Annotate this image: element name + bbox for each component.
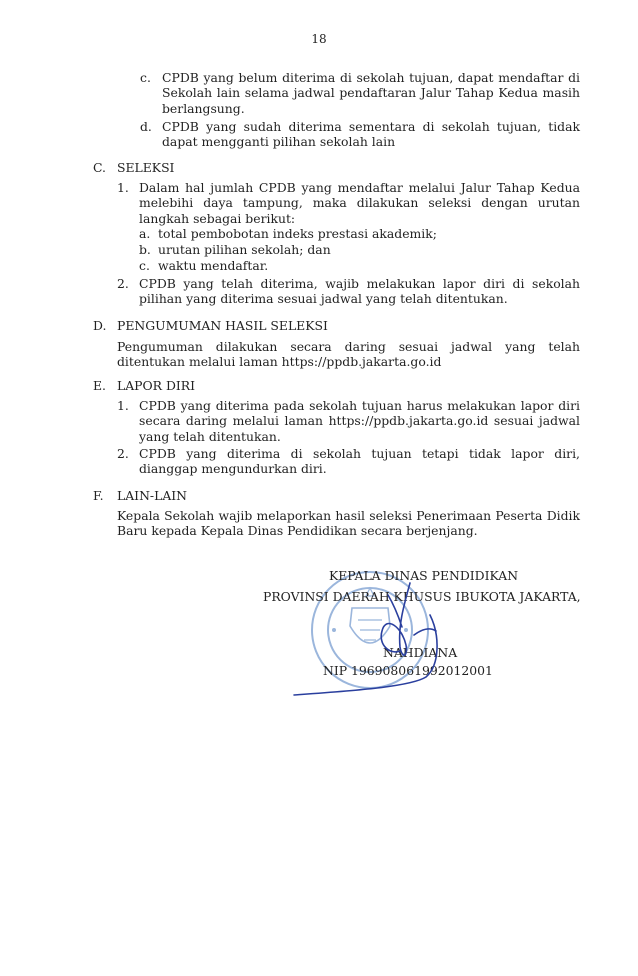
paragraph: Kepala Sekolah wajib melaporkan hasil seleksi Penerimaan Peserta Didik Baru kepada Kepala Dinas Pendidikan secara berjenjang. xyxy=(117,508,580,539)
list-item-text: total pembobotan indeks prestasi akademik; xyxy=(158,226,437,241)
section-title: SELEKSI xyxy=(117,160,175,175)
list-item xyxy=(140,70,580,116)
section-heading xyxy=(93,378,195,393)
list-item-text: CPDB yang belum diterima di sekolah tujuan, dapat mendaftar di Sekolah lain selama jadwal pendaftaran Jalur Tahap Kedua masih berlangsung. xyxy=(162,70,580,116)
list-marker: 2. xyxy=(117,276,129,291)
section-title: LAPOR DIRI xyxy=(117,378,195,393)
handwritten-signature-icon xyxy=(290,575,470,700)
numbered-item xyxy=(117,276,580,307)
list-marker: 1. xyxy=(117,398,129,413)
section-letter: C. xyxy=(93,160,106,175)
list-marker: c. xyxy=(139,258,150,273)
section-heading xyxy=(93,488,187,503)
section-letter: E. xyxy=(93,378,106,393)
list-item-text: CPDB yang sudah diterima sementara di sekolah tujuan, tidak dapat mengganti pilihan sekolah lain xyxy=(162,119,580,150)
numbered-item xyxy=(117,180,580,226)
list-item xyxy=(139,258,559,273)
list-item xyxy=(139,226,559,241)
section-letter: F. xyxy=(93,488,104,503)
list-item-text: CPDB yang diterima pada sekolah tujuan harus melakukan lapor diri secara daring melalui laman https://ppdb.jakarta.go.id sesuai jadwal yang telah ditentukan. xyxy=(139,398,580,444)
section-heading xyxy=(93,160,174,175)
list-marker: 1. xyxy=(117,180,129,195)
signatory-nip: NIP 196908061992012001 xyxy=(323,663,493,678)
list-marker: b. xyxy=(139,242,151,257)
list-item-text: CPDB yang diterima di sekolah tujuan tetapi tidak lapor diri, dianggap mengundurkan diri. xyxy=(139,446,580,477)
list-marker: d. xyxy=(140,119,152,134)
list-item xyxy=(140,119,580,150)
section-letter: D. xyxy=(93,318,107,333)
paragraph: Pengumuman dilakukan secara daring sesuai jadwal yang telah ditentukan melalui laman https://ppdb.jakarta.go.id xyxy=(117,339,580,370)
list-item xyxy=(139,242,559,257)
numbered-item xyxy=(117,398,580,444)
list-marker: c. xyxy=(140,70,151,85)
list-item-text: Dalam hal jumlah CPDB yang mendaftar melalui Jalur Tahap Kedua melebihi daya tampung, maka dilakukan seleksi dengan urutan langkah sebagai berikut: xyxy=(139,180,580,226)
list-marker: 2. xyxy=(117,446,129,461)
list-marker: a. xyxy=(139,226,151,241)
signatory-office: PROVINSI DAERAH KHUSUS IBUKOTA JAKARTA, xyxy=(263,589,581,604)
page-number: 18 xyxy=(311,32,327,46)
list-item-text: waktu mendaftar. xyxy=(158,258,269,273)
numbered-item xyxy=(117,446,580,477)
section-title: PENGUMUMAN HASIL SELEKSI xyxy=(117,318,328,333)
section-title: LAIN-LAIN xyxy=(117,488,188,503)
list-item-text: CPDB yang telah diterima, wajib melakukan lapor diri di sekolah pilihan yang diterima sesuai jadwal yang telah ditentukan. xyxy=(139,276,580,307)
signatory-name: NAHDIANA xyxy=(383,645,458,660)
list-item-text: urutan pilihan sekolah; dan xyxy=(158,242,331,257)
signatory-title: KEPALA DINAS PENDIDIKAN xyxy=(329,568,519,583)
section-heading xyxy=(93,318,328,333)
